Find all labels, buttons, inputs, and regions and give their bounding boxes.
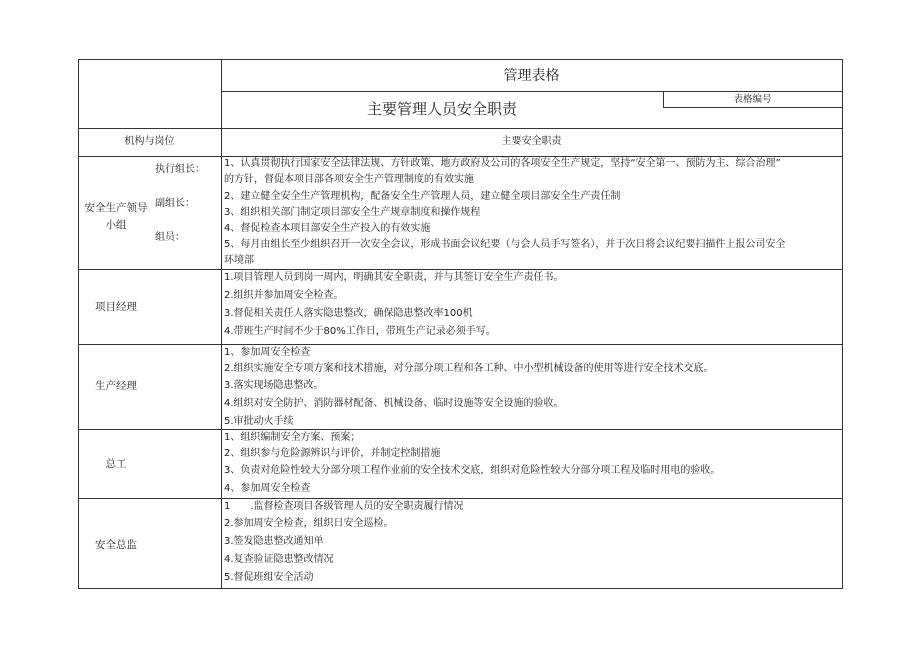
duty-line: 1、组织编制安全方案、预案；	[224, 432, 361, 443]
org-leadership-group: 安全生产领导小组	[84, 202, 148, 231]
role-deputy-leader: 副组长：	[155, 198, 195, 209]
rule-sec2-bottom	[78, 344, 842, 345]
duty-line: 2.组织并参加周安全检查。	[224, 290, 344, 301]
duty-line: 4、督促检查本项目部安全生产投入的有效实施	[224, 223, 431, 234]
duty-line: 5.督促班组安全活动	[224, 572, 314, 583]
rule-colhead-bottom	[78, 156, 842, 157]
duty-line: 4、参加周安全检查	[224, 483, 311, 494]
rule-form-no-bottom	[663, 107, 842, 108]
rule-bottom	[78, 588, 842, 589]
duty-line: 的方针，督促本项目部各项安全生产管理制度的有效实施	[224, 174, 474, 185]
duty-line: 环境部	[224, 255, 254, 266]
org-production-manager: 生产经理	[95, 380, 137, 392]
form-title: 管理表格	[503, 68, 560, 84]
duty-line: 2、组织参与危险源辨识与评价，并制定控制措施	[224, 448, 441, 459]
role-members: 组员：	[155, 232, 185, 243]
rule-top	[78, 59, 842, 60]
doc-title: 主要管理人员安全职责	[366, 100, 517, 118]
duty-line: 3.督促相关责任人落实隐患整改，确保隐患整改率100机	[224, 308, 473, 319]
role-executive-leader: 执行组长：	[155, 164, 205, 175]
org-chief-engineer: 总工	[105, 458, 127, 470]
duty-line: 1、认真贯彻执行国家安全法律法规、方针政策、地方政府及公司的各项安全生产规定，坚持“安全第一、预防为主、综合治理”	[224, 158, 781, 169]
duty-line: 5、每月由组长至少组织召开一次安全会议，形成书面会议纪要（与会人员手写签名），并于次日将会议纪要扫描件上报公司安全	[224, 239, 786, 250]
duty-line: 2.组织实施安全专项方案和技术措施，对分部分项工程和各工种、中小型机械设备的使用等进行安全技术交底。	[224, 363, 714, 374]
rule-header-bottom	[78, 128, 842, 129]
col-org-heading: 机构与岗位	[124, 136, 175, 147]
duty-line: 4.复查验证隐患整改情况	[224, 554, 334, 565]
rule-right	[842, 59, 843, 589]
org-project-manager: 项目经理	[95, 301, 137, 313]
duty-line: 4.组织对安全防护、消防器材配备、机械设备、临时设施等安全设施的验收。	[224, 398, 564, 409]
duty-line: 1.项目管理人员到岗一周内，明确其安全职责，并与其签订安全生产责任书。	[224, 272, 564, 283]
rule-sec1-bottom	[78, 269, 842, 270]
col-duty-heading: 主要安全职责	[501, 136, 562, 147]
duty-line: 2.参加周安全检查，组织日安全巡检。	[224, 518, 394, 529]
duty-line: 1、参加周安全检查	[224, 347, 311, 358]
duty-line: 4.带班生产时间不少于80%工作日，带班生产记录必须手写。	[224, 326, 496, 337]
duty-line: 3.签发隐患整改通知单	[224, 536, 324, 547]
form-no-label: 表格编号	[733, 94, 772, 105]
duty-line: 3、组织相关部门制定项目部安全生产规章制度和操作规程	[224, 207, 481, 218]
org-safety-director: 安全总监	[95, 539, 137, 551]
duty-line: 3、负责对危险性较大分部分项工程作业前的安全技术交底，组织对危险性较大分部分项工程及临时用电的验收。	[224, 465, 721, 476]
duty-line: 2、建立健全安全生产管理机构，配备安全生产管理人员，建立健全项目部安全生产责任制	[224, 191, 621, 202]
duty-line: 5.审批动火手续	[224, 416, 294, 427]
duty-line: 3.落实现场隐患整改。	[224, 380, 324, 391]
duty-line: 1 .监督检查项目各级管理人员的安全职责履行情况	[224, 501, 464, 512]
rule-sec4-bottom	[78, 498, 842, 499]
rule-title-bottom	[221, 91, 842, 92]
rule-sec3-bottom	[78, 429, 842, 430]
